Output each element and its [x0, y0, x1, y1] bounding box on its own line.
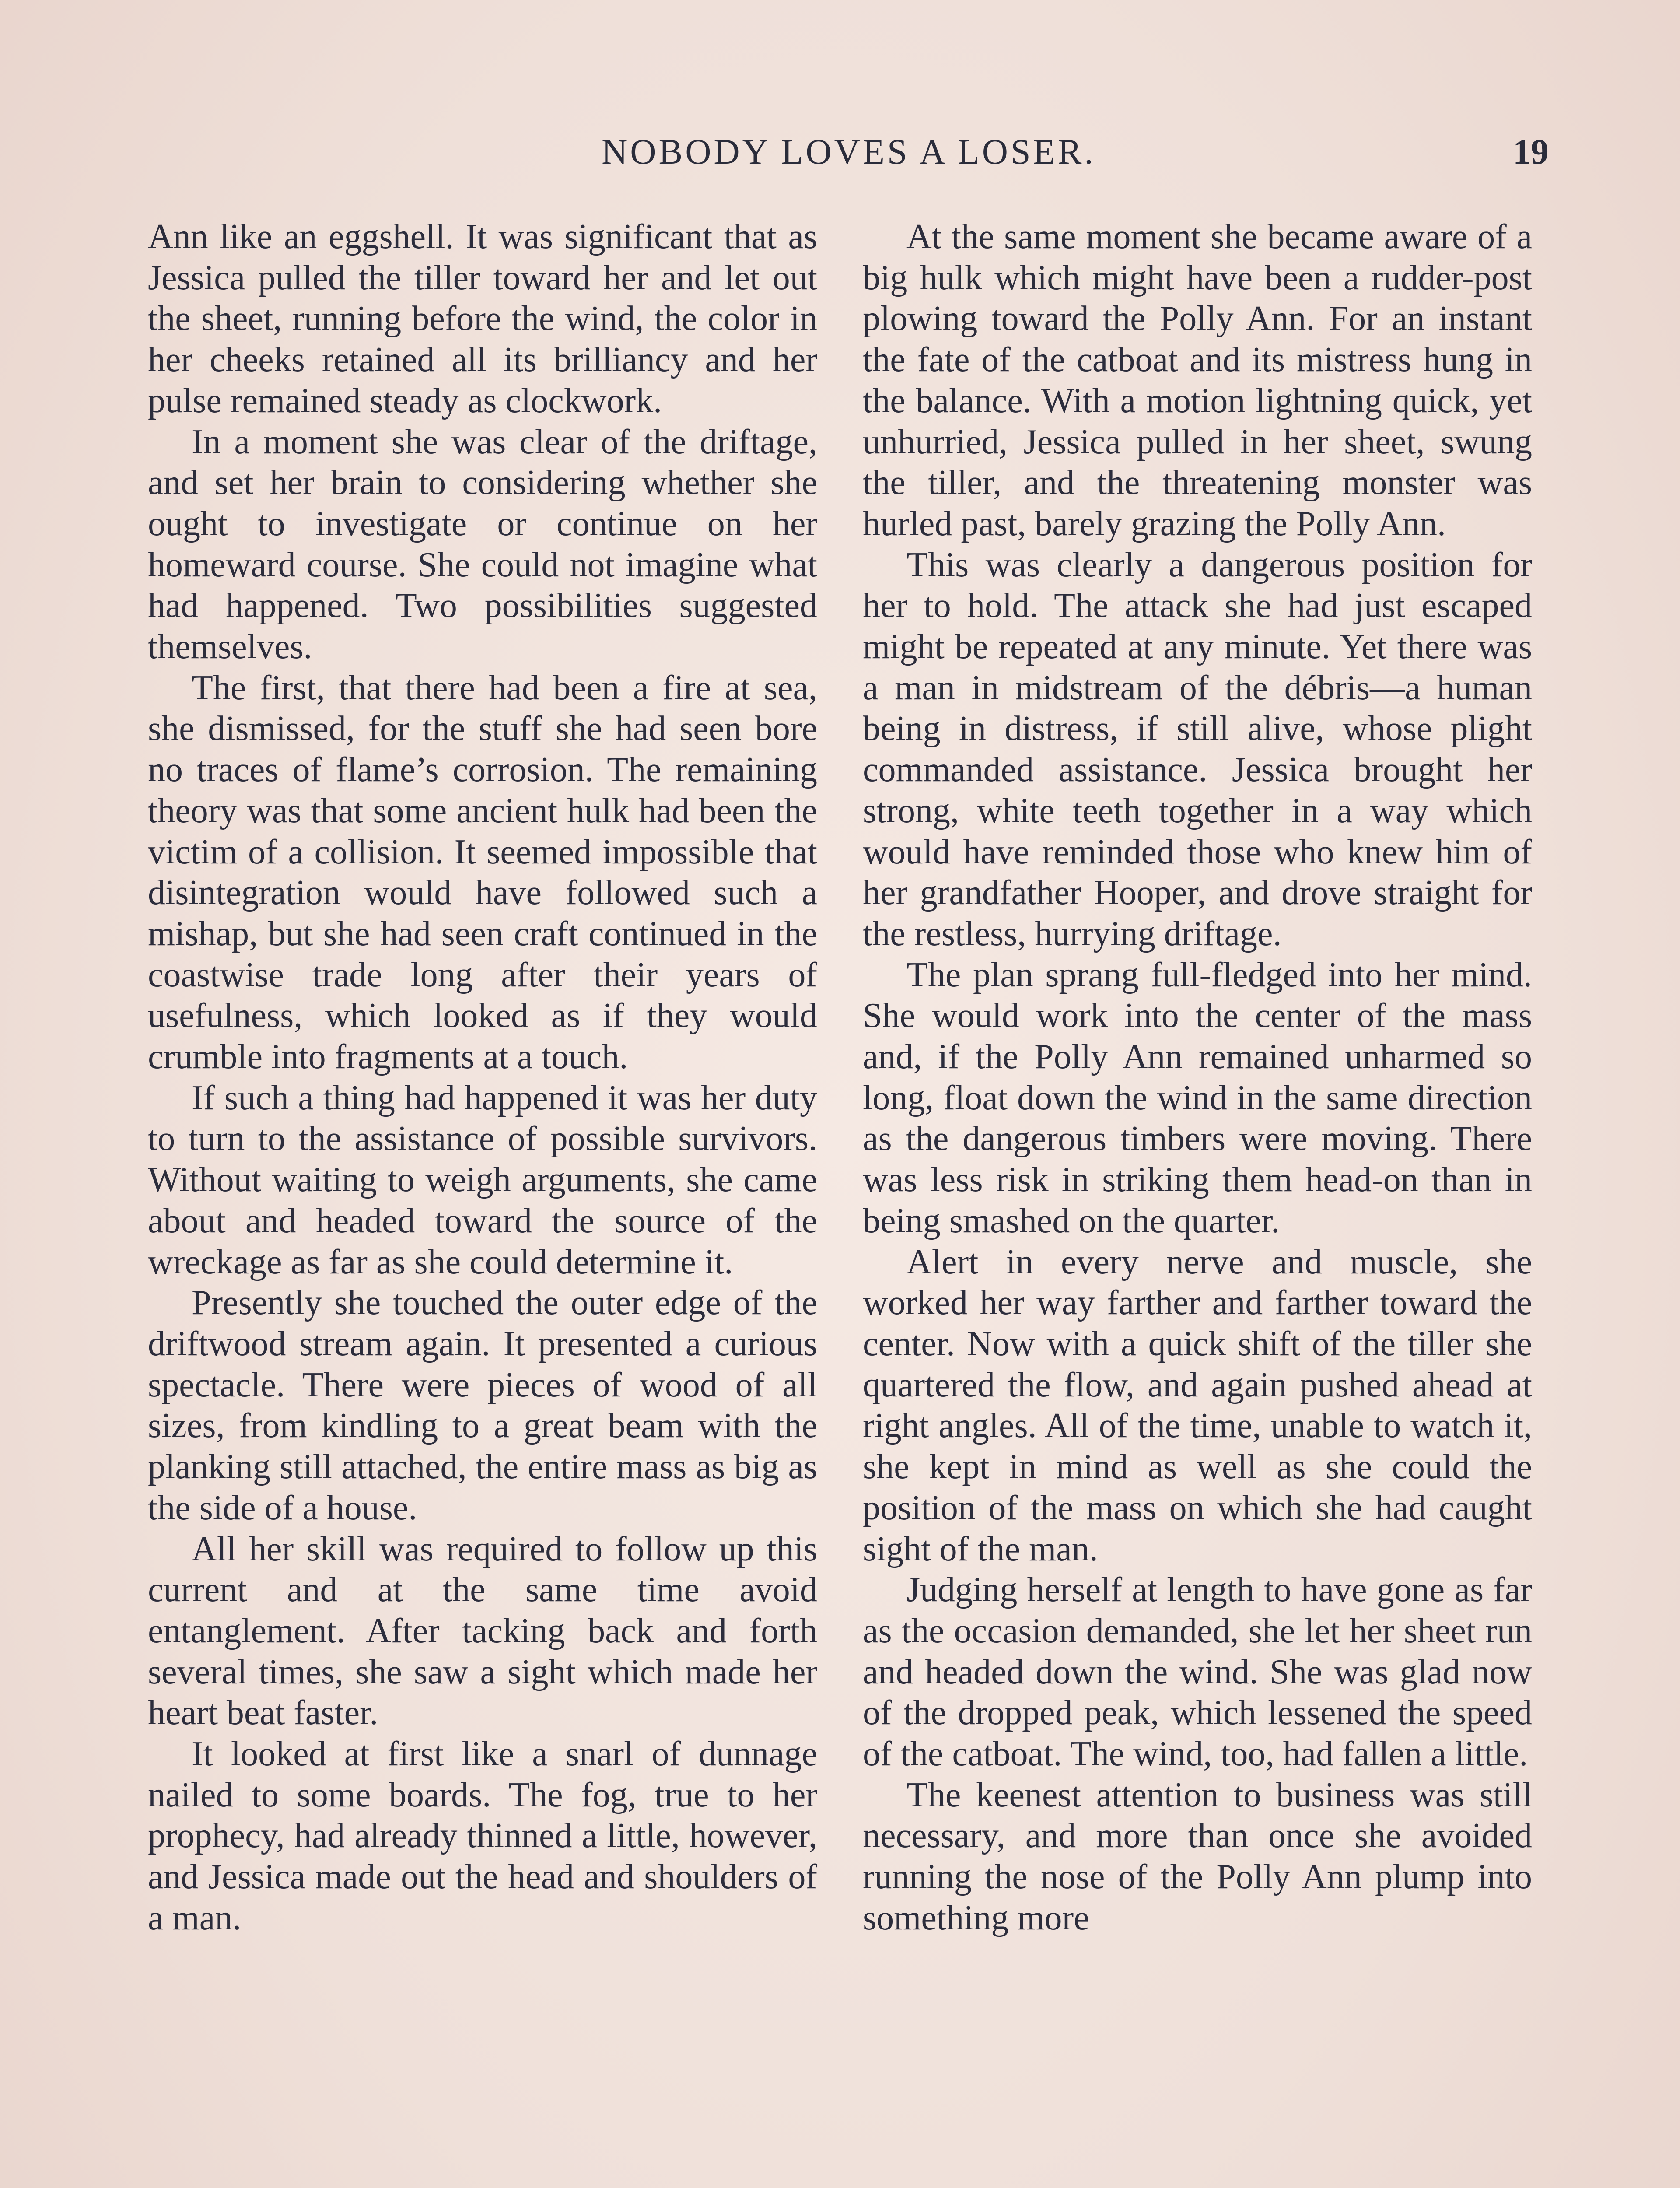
page-number: 19	[1513, 132, 1549, 172]
paragraph: The plan sprang full-fledged into her mind. She would work into the center of the mass and, if the Polly Ann remained unharmed so long, float down the wind in the same direction as the dangerous timbers were moving. There was less risk in striking them head-on than in being smashed on the quarter.	[863, 955, 1532, 1240]
paragraph: Presently she touched the outer edge of the driftwood stream again. It presented a curious spectacle. There were pieces of wood of all sizes, from kindling to a great beam with the planking still attached, the entire mass as big as the side of a house.	[148, 1283, 817, 1527]
text-column-left	[148, 217, 817, 1939]
paragraph: At the same moment she became aware of a big hulk which might have been a rudder-post plowing toward the Polly Ann. For an instant the fate of the catboat and its mistress hung in the balance. With a motion lightning quick, yet unhurried, Jessica pulled in her sheet, swung the tiller, and the threatening monster was hurled past, barely grazing the Polly Ann.	[863, 217, 1532, 543]
paragraph: It looked at first like a snarl of dunnage nailed to some boards. The fog, true to her prophecy, had already thinned a little, however, and Jessica made out the head and shoulders of a man.	[148, 1735, 817, 1937]
paragraph: Judging herself at length to have gone as far as the occasion demanded, she let her sheet run and headed down the wind. She was glad now of the dropped peak, which lessened the speed of the catboat. The wind, too, had fallen a little.	[863, 1571, 1532, 1774]
running-title: NOBODY LOVES A LOSER.	[602, 132, 1096, 172]
paragraph: Alert in every nerve and muscle, she worked her way farther and farther toward the center. Now with a quick shift of the tiller she quartered the flow, and again pushed ahead at right angles. All of the time, unable to watch it, she kept in mind as well as she could the position of the mass on which she had caught sight of the man.	[863, 1242, 1532, 1568]
paragraph: In a moment she was clear of the driftage, and set her brain to considering whether she ought to investigate or continue on her homeward course. She could not imagine what had happened. Two possibilities suggested themselves.	[148, 422, 817, 666]
page-header	[149, 131, 1549, 179]
paragraph: Ann like an eggshell. It was significant that as Jessica pulled the tiller toward her and let out the sheet, running before the wind, the color in her cheeks retained all its brilliancy and her pulse remained steady as clockwork.	[148, 217, 817, 420]
paragraph: This was clearly a dangerous position for her to hold. The attack she had just escaped might be repeated at any minute. Yet there was a man in midstream of the débris—a human being in distress, if still alive, whose plight commanded assistance. Jessica brought her strong, white teeth together in a way which would have reminded those who knew him of her grandfather Hooper, and drove straight for the restless, hurrying driftage.	[863, 545, 1532, 953]
paragraph: If such a thing had happened it was her duty to turn to the assistance of possible survivors. Without waiting to weigh arguments, she came about and headed toward the source of the wreckage as far as she could determine it.	[148, 1078, 817, 1281]
text-column-right	[863, 217, 1532, 1939]
paragraph: The first, that there had been a fire at sea, she dismissed, for the stuff she had seen bore no traces of flame’s corrosion. The remaining theory was that some ancient hulk had been the victim of a collision. It seemed impossible that disintegration would have followed such a mishap, but she had seen craft continued in the coastwise trade long after their years of usefulness, which looked as if they would crumble into fragments at a touch.	[148, 668, 817, 1076]
paragraph: The keenest attention to business was still necessary, and more than once she avoided running the nose of the Polly Ann plump into something more	[863, 1775, 1532, 1937]
paragraph: All her skill was required to follow up this current and at the same time avoid entanglement. After tacking back and forth several times, she saw a sight which made her heart beat faster.	[148, 1529, 817, 1732]
